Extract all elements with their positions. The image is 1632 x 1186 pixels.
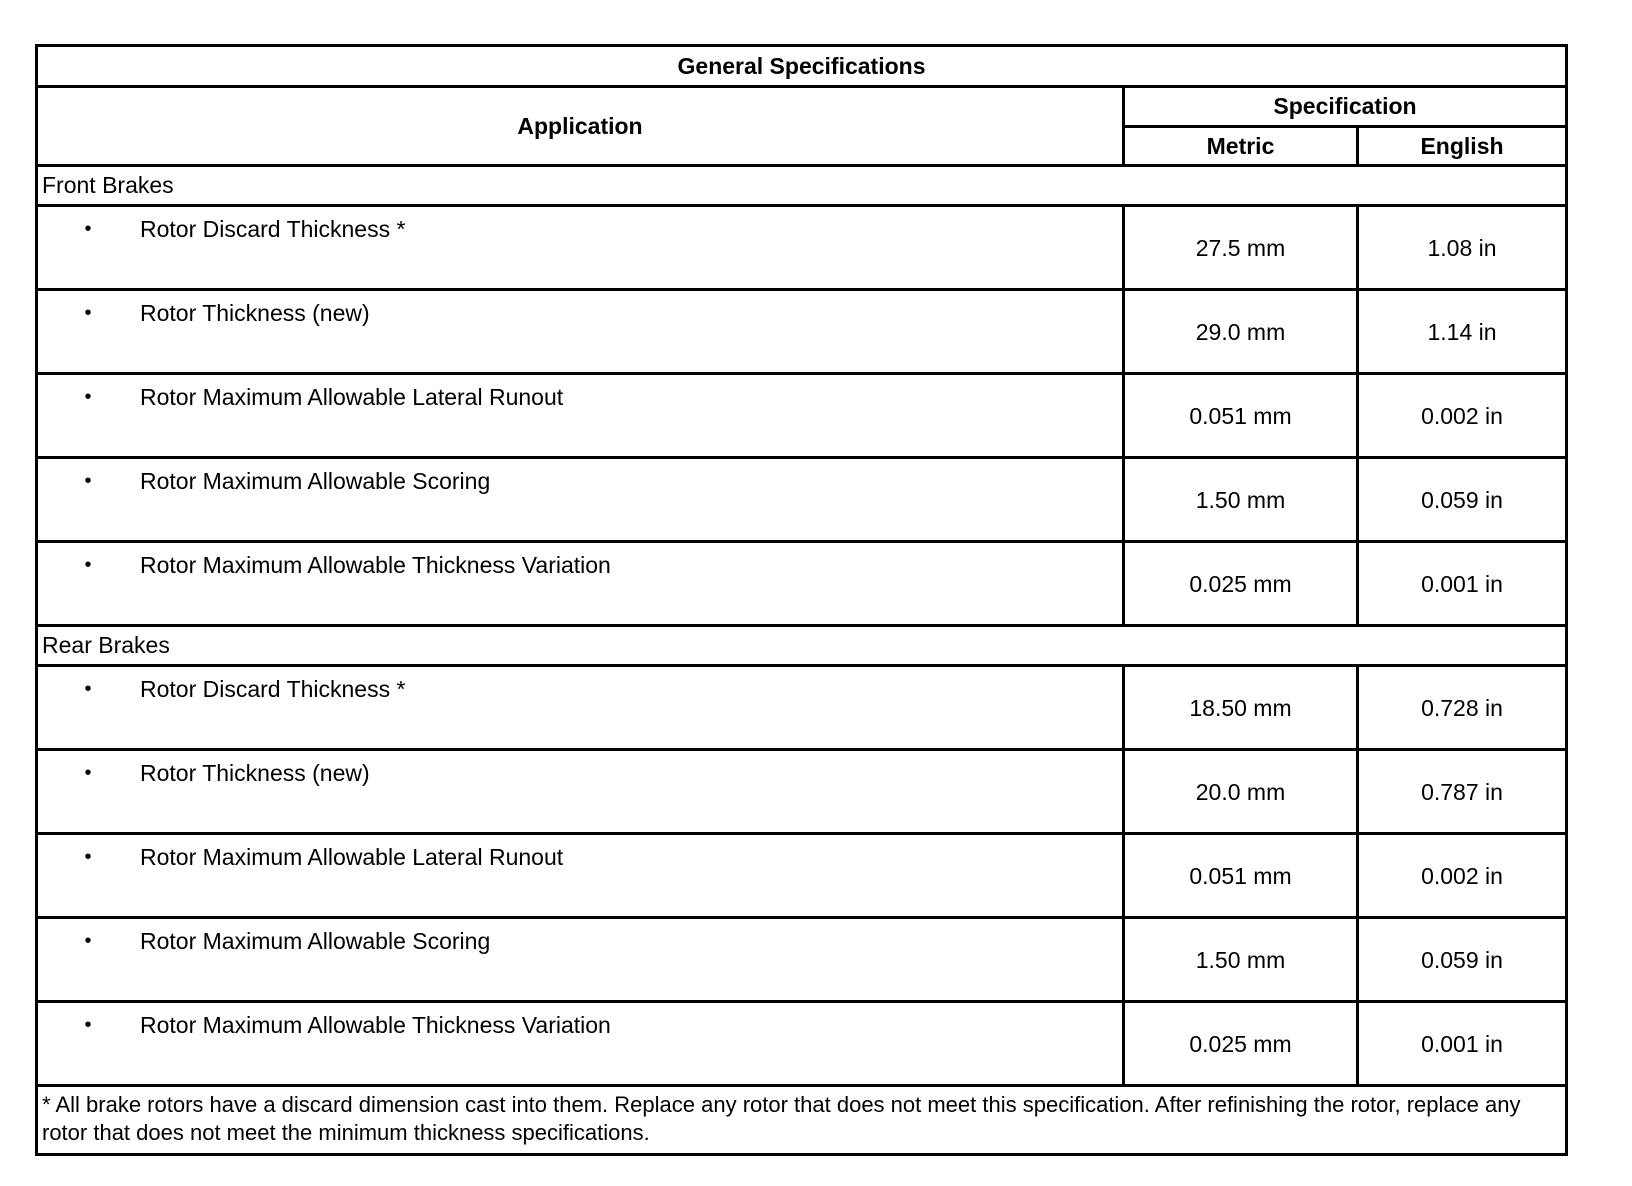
application-label: Rotor Discard Thickness * xyxy=(140,216,406,242)
metric-value: 29.0 mm xyxy=(1124,290,1358,374)
application-cell xyxy=(37,750,1124,834)
table-title: General Specifications xyxy=(37,46,1567,87)
english-header: English xyxy=(1358,127,1567,166)
application-cell xyxy=(37,458,1124,542)
metric-value: 1.50 mm xyxy=(1124,458,1358,542)
application-item xyxy=(38,543,1122,579)
bullet-icon: • xyxy=(84,218,92,240)
application-label: Rotor Maximum Allowable Scoring xyxy=(140,468,491,494)
application-label: Rotor Maximum Allowable Lateral Runout xyxy=(140,844,564,870)
application-label: Rotor Thickness (new) xyxy=(140,760,370,786)
bullet-icon: • xyxy=(84,1014,92,1036)
table-row xyxy=(37,458,1567,542)
section-row xyxy=(37,626,1567,666)
application-label: Rotor Maximum Allowable Thickness Variation xyxy=(140,552,611,578)
application-item xyxy=(38,291,1122,327)
table-row xyxy=(37,1002,1567,1086)
application-label: Rotor Discard Thickness * xyxy=(140,676,406,702)
bullet-icon: • xyxy=(84,386,92,408)
metric-value: 20.0 mm xyxy=(1124,750,1358,834)
application-cell xyxy=(37,206,1124,290)
bullet-icon: • xyxy=(84,846,92,868)
application-item xyxy=(38,751,1122,787)
application-cell xyxy=(37,834,1124,918)
table-row xyxy=(37,206,1567,290)
english-value: 0.728 in xyxy=(1358,666,1567,750)
application-item xyxy=(38,1003,1122,1039)
header-row-1 xyxy=(37,87,1567,127)
section-row xyxy=(37,166,1567,206)
english-value: 0.002 in xyxy=(1358,834,1567,918)
metric-value: 1.50 mm xyxy=(1124,918,1358,1002)
application-cell xyxy=(37,290,1124,374)
metric-value: 0.025 mm xyxy=(1124,542,1358,626)
application-item xyxy=(38,375,1122,411)
table-row xyxy=(37,290,1567,374)
english-value: 0.787 in xyxy=(1358,750,1567,834)
footnote-row xyxy=(37,1086,1567,1155)
english-value: 0.002 in xyxy=(1358,374,1567,458)
bullet-icon: • xyxy=(84,302,92,324)
application-item xyxy=(38,207,1122,243)
english-value: 0.059 in xyxy=(1358,918,1567,1002)
application-item xyxy=(38,459,1122,495)
application-label: Rotor Thickness (new) xyxy=(140,300,370,326)
english-value: 1.08 in xyxy=(1358,206,1567,290)
table-row xyxy=(37,666,1567,750)
bullet-icon: • xyxy=(84,678,92,700)
english-value: 1.14 in xyxy=(1358,290,1567,374)
english-value: 0.001 in xyxy=(1358,542,1567,626)
application-cell xyxy=(37,918,1124,1002)
section-title: Rear Brakes xyxy=(37,626,1567,666)
bullet-icon: • xyxy=(84,762,92,784)
metric-value: 0.051 mm xyxy=(1124,374,1358,458)
table-row xyxy=(37,542,1567,626)
application-cell xyxy=(37,666,1124,750)
bullet-icon: • xyxy=(84,470,92,492)
bullet-icon: • xyxy=(84,930,92,952)
general-specifications-table xyxy=(35,44,1568,1156)
metric-header: Metric xyxy=(1124,127,1358,166)
specification-header: Specification xyxy=(1124,87,1567,127)
metric-value: 0.051 mm xyxy=(1124,834,1358,918)
metric-value: 18.50 mm xyxy=(1124,666,1358,750)
application-label: Rotor Maximum Allowable Lateral Runout xyxy=(140,384,564,410)
application-item xyxy=(38,919,1122,955)
table-row xyxy=(37,918,1567,1002)
application-cell xyxy=(37,1002,1124,1086)
bullet-icon: • xyxy=(84,554,92,576)
footnote: * All brake rotors have a discard dimension cast into them. Replace any rotor that does not meet this specification. After refinishing the rotor, replace any rotor that does not meet the minimum thickness specifications. xyxy=(37,1086,1567,1155)
section-title: Front Brakes xyxy=(37,166,1567,206)
english-value: 0.001 in xyxy=(1358,1002,1567,1086)
application-item xyxy=(38,667,1122,703)
table-row xyxy=(37,750,1567,834)
application-item xyxy=(38,835,1122,871)
application-cell xyxy=(37,542,1124,626)
metric-value: 27.5 mm xyxy=(1124,206,1358,290)
metric-value: 0.025 mm xyxy=(1124,1002,1358,1086)
application-header: Application xyxy=(37,87,1124,166)
title-row xyxy=(37,46,1567,87)
application-label: Rotor Maximum Allowable Thickness Variation xyxy=(140,1012,611,1038)
table-row xyxy=(37,374,1567,458)
application-label: Rotor Maximum Allowable Scoring xyxy=(140,928,491,954)
english-value: 0.059 in xyxy=(1358,458,1567,542)
application-cell xyxy=(37,374,1124,458)
table-row xyxy=(37,834,1567,918)
